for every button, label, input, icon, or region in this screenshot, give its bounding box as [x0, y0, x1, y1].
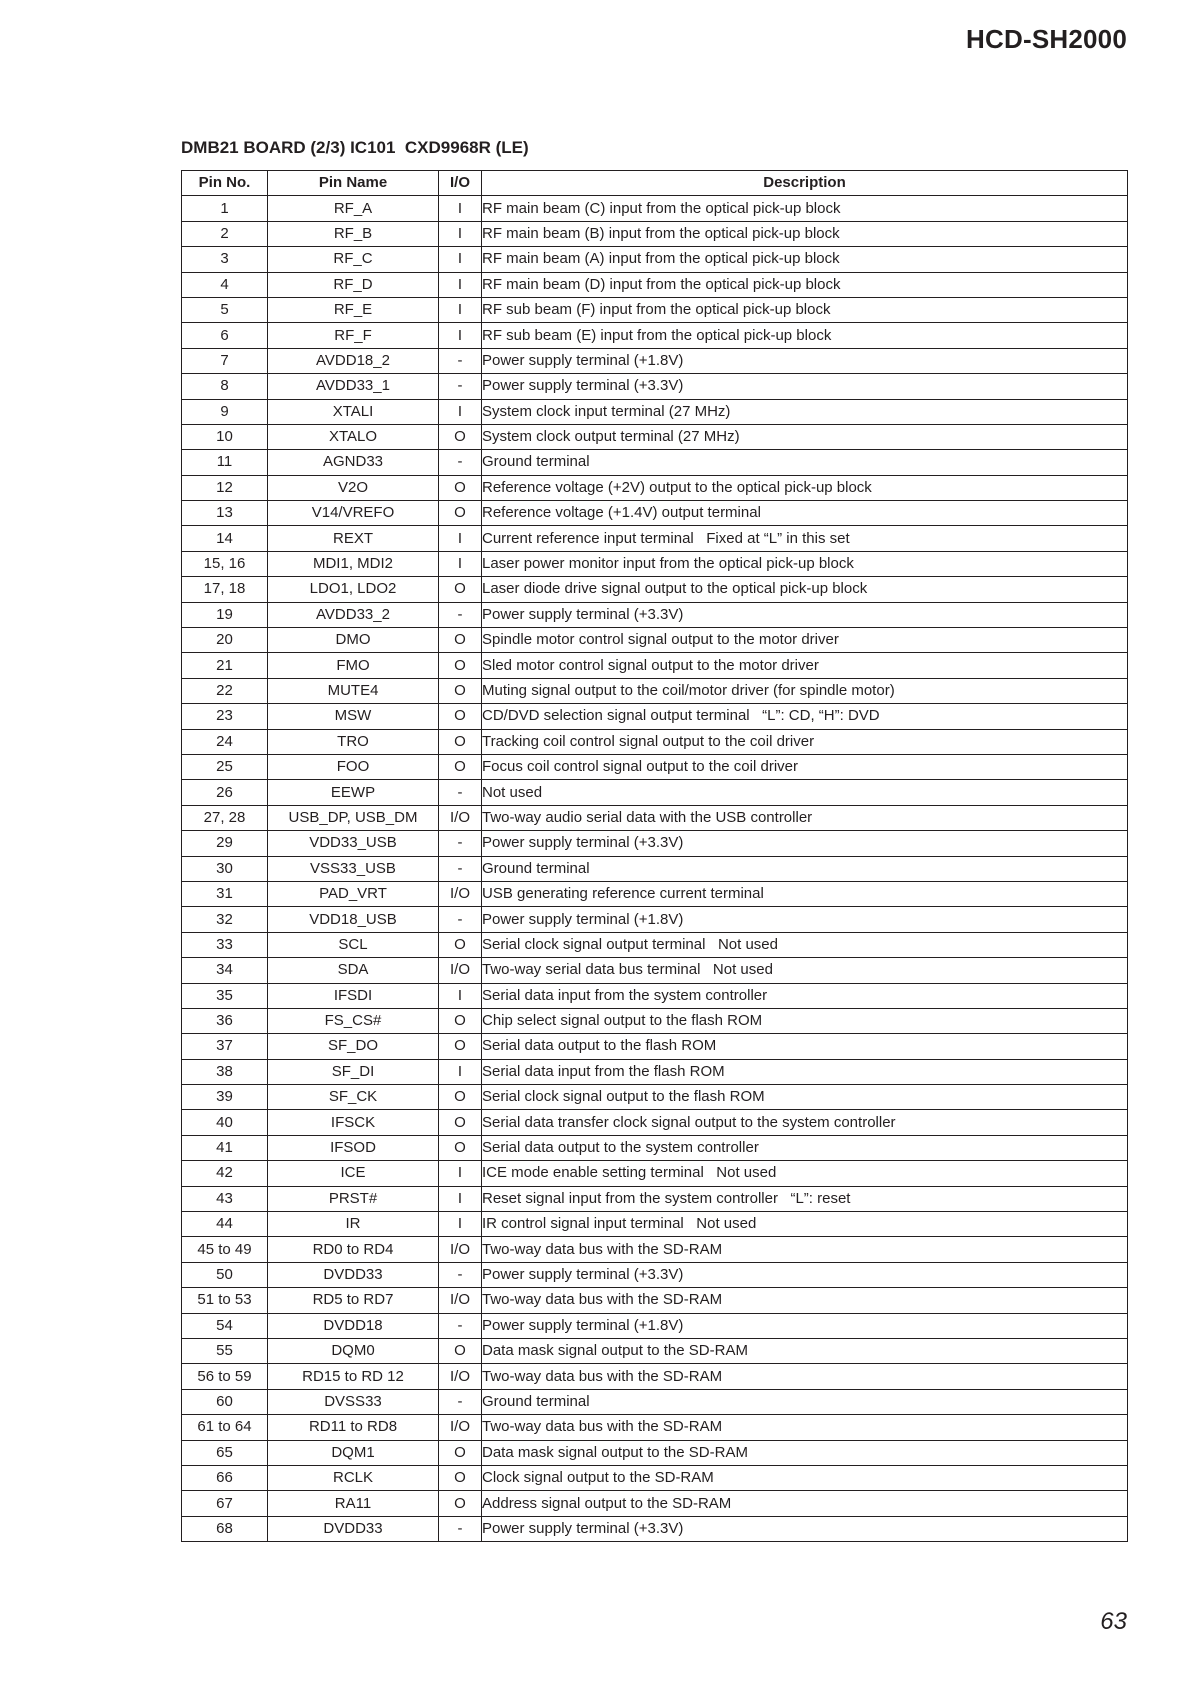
table-row	[182, 678, 1128, 703]
pin-io-cell: I	[439, 196, 482, 221]
pin-description-cell: Not used	[482, 780, 1128, 805]
pin-description-cell: ICE mode enable setting terminal Not used	[482, 1161, 1128, 1186]
pin-number-cell: 54	[182, 1313, 268, 1338]
pin-number-cell: 60	[182, 1389, 268, 1414]
pin-number-cell: 25	[182, 754, 268, 779]
column-header-pin-no: Pin No.	[182, 171, 268, 196]
pin-name-cell: RD5 to RD7	[268, 1288, 439, 1313]
pin-name-cell: RD15 to RD 12	[268, 1364, 439, 1389]
table-row	[182, 1389, 1128, 1414]
pin-name-cell: XTALI	[268, 399, 439, 424]
pin-io-cell: O	[439, 1135, 482, 1160]
pin-description-cell: Power supply terminal (+3.3V)	[482, 1516, 1128, 1541]
table-row	[182, 1161, 1128, 1186]
pin-io-cell: I	[439, 526, 482, 551]
pin-number-cell: 6	[182, 323, 268, 348]
pin-io-cell: -	[439, 780, 482, 805]
pin-description-cell: Tracking coil control signal output to the coil driver	[482, 729, 1128, 754]
pin-name-cell: IR	[268, 1212, 439, 1237]
pin-description-cell: Serial data output to the system controller	[482, 1135, 1128, 1160]
pin-name-cell: REXT	[268, 526, 439, 551]
pin-description-cell: Serial data transfer clock signal output to the system controller	[482, 1110, 1128, 1135]
pin-io-cell: I/O	[439, 1364, 482, 1389]
pin-number-cell: 4	[182, 272, 268, 297]
pin-description-cell: IR control signal input terminal Not used	[482, 1212, 1128, 1237]
table-row	[182, 297, 1128, 322]
pin-name-cell: SF_DO	[268, 1034, 439, 1059]
table-row	[182, 1237, 1128, 1262]
pin-name-cell: IFSDI	[268, 983, 439, 1008]
table-row	[182, 501, 1128, 526]
pin-io-cell: -	[439, 348, 482, 373]
pin-io-cell: O	[439, 932, 482, 957]
pin-number-cell: 13	[182, 501, 268, 526]
pin-description-cell: Reference voltage (+1.4V) output terminal	[482, 501, 1128, 526]
table-row	[182, 1034, 1128, 1059]
pin-number-cell: 34	[182, 958, 268, 983]
table-row	[182, 831, 1128, 856]
pin-name-cell: V2O	[268, 475, 439, 500]
pin-description-cell: Laser diode drive signal output to the optical pick-up block	[482, 577, 1128, 602]
pin-description-cell: RF sub beam (F) input from the optical pick-up block	[482, 297, 1128, 322]
pin-description-cell: Reset signal input from the system controller “L”: reset	[482, 1186, 1128, 1211]
pin-io-cell: I	[439, 1059, 482, 1084]
table-row	[182, 272, 1128, 297]
pin-io-cell: O	[439, 729, 482, 754]
table-row	[182, 475, 1128, 500]
pin-description-cell: Two-way audio serial data with the USB controller	[482, 805, 1128, 830]
pin-io-cell: -	[439, 1389, 482, 1414]
pin-name-cell: V14/VREFO	[268, 501, 439, 526]
pin-name-cell: FMO	[268, 653, 439, 678]
table-row	[182, 932, 1128, 957]
pin-name-cell: ICE	[268, 1161, 439, 1186]
table-row	[182, 1313, 1128, 1338]
pin-description-cell: USB generating reference current terminal	[482, 881, 1128, 906]
table-row	[182, 424, 1128, 449]
pin-name-cell: MSW	[268, 704, 439, 729]
pin-description-cell: Power supply terminal (+1.8V)	[482, 907, 1128, 932]
pin-number-cell: 66	[182, 1465, 268, 1490]
table-row	[182, 450, 1128, 475]
table-row	[182, 1085, 1128, 1110]
pin-name-cell: RD11 to RD8	[268, 1415, 439, 1440]
pin-number-cell: 9	[182, 399, 268, 424]
table-row	[182, 856, 1128, 881]
pin-name-cell: XTALO	[268, 424, 439, 449]
section-title: DMB21 BOARD (2/3) IC101 CXD9968R (LE)	[181, 138, 529, 157]
pin-number-cell: 39	[182, 1085, 268, 1110]
pin-description-cell: Power supply terminal (+3.3V)	[482, 831, 1128, 856]
pin-name-cell: VSS33_USB	[268, 856, 439, 881]
pin-name-cell: SF_CK	[268, 1085, 439, 1110]
pin-number-cell: 23	[182, 704, 268, 729]
pin-number-cell: 30	[182, 856, 268, 881]
pin-description-cell: Focus coil control signal output to the coil driver	[482, 754, 1128, 779]
pin-number-cell: 38	[182, 1059, 268, 1084]
pin-number-cell: 37	[182, 1034, 268, 1059]
pin-description-cell: Power supply terminal (+1.8V)	[482, 348, 1128, 373]
table-row	[182, 1338, 1128, 1363]
pin-number-cell: 10	[182, 424, 268, 449]
pin-io-cell: I/O	[439, 805, 482, 830]
pin-number-cell: 36	[182, 1008, 268, 1033]
pin-io-cell: O	[439, 1034, 482, 1059]
pin-io-cell: -	[439, 374, 482, 399]
pin-description-cell: Current reference input terminal Fixed at “L” in this set	[482, 526, 1128, 551]
table-row	[182, 1135, 1128, 1160]
pin-description-cell: Spindle motor control signal output to the motor driver	[482, 628, 1128, 653]
pin-number-cell: 5	[182, 297, 268, 322]
pin-name-cell: DMO	[268, 628, 439, 653]
model-number: HCD-SH2000	[966, 24, 1127, 54]
table-row	[182, 754, 1128, 779]
pin-name-cell: DQM0	[268, 1338, 439, 1363]
pin-name-cell: RF_F	[268, 323, 439, 348]
table-row	[182, 780, 1128, 805]
pin-name-cell: VDD18_USB	[268, 907, 439, 932]
pin-name-cell: DQM1	[268, 1440, 439, 1465]
pin-io-cell: -	[439, 602, 482, 627]
pin-name-cell: MUTE4	[268, 678, 439, 703]
table-row	[182, 196, 1128, 221]
pin-number-cell: 35	[182, 983, 268, 1008]
pin-name-cell: AGND33	[268, 450, 439, 475]
pin-io-cell: I/O	[439, 1237, 482, 1262]
pin-description-cell: Laser power monitor input from the optical pick-up block	[482, 551, 1128, 576]
pin-description-cell: RF sub beam (E) input from the optical pick-up block	[482, 323, 1128, 348]
pin-io-cell: I	[439, 983, 482, 1008]
pin-io-cell: -	[439, 450, 482, 475]
pin-description-table	[181, 170, 1128, 1542]
table-row	[182, 881, 1128, 906]
pin-io-cell: I	[439, 247, 482, 272]
table-row	[182, 348, 1128, 373]
pin-description-cell: Serial clock signal output terminal Not used	[482, 932, 1128, 957]
table-row	[182, 323, 1128, 348]
pin-number-cell: 42	[182, 1161, 268, 1186]
pin-io-cell: -	[439, 1262, 482, 1287]
table-row	[182, 729, 1128, 754]
pin-name-cell: IFSCK	[268, 1110, 439, 1135]
table-row	[182, 1262, 1128, 1287]
pin-number-cell: 27, 28	[182, 805, 268, 830]
pin-number-cell: 20	[182, 628, 268, 653]
pin-io-cell: -	[439, 1516, 482, 1541]
pin-number-cell: 11	[182, 450, 268, 475]
pin-number-cell: 31	[182, 881, 268, 906]
pin-io-cell: I/O	[439, 881, 482, 906]
pin-number-cell: 12	[182, 475, 268, 500]
column-header-description: Description	[482, 171, 1128, 196]
table-row	[182, 958, 1128, 983]
pin-io-cell: -	[439, 831, 482, 856]
table-row	[182, 526, 1128, 551]
pin-description-cell: Reference voltage (+2V) output to the optical pick-up block	[482, 475, 1128, 500]
pin-name-cell: RF_C	[268, 247, 439, 272]
pin-name-cell: DVDD33	[268, 1516, 439, 1541]
pin-description-cell: Chip select signal output to the flash ROM	[482, 1008, 1128, 1033]
pin-io-cell: O	[439, 653, 482, 678]
table-row	[182, 1465, 1128, 1490]
table-row	[182, 1440, 1128, 1465]
pin-io-cell: O	[439, 1338, 482, 1363]
table-row	[182, 602, 1128, 627]
table-row	[182, 907, 1128, 932]
pin-description-cell: Power supply terminal (+3.3V)	[482, 374, 1128, 399]
pin-description-cell: Two-way data bus with the SD-RAM	[482, 1415, 1128, 1440]
pin-io-cell: -	[439, 1313, 482, 1338]
pin-io-cell: -	[439, 907, 482, 932]
pin-io-cell: I	[439, 221, 482, 246]
pin-name-cell: AVDD33_1	[268, 374, 439, 399]
pin-number-cell: 51 to 53	[182, 1288, 268, 1313]
pin-number-cell: 7	[182, 348, 268, 373]
pin-io-cell: I	[439, 551, 482, 576]
table-row	[182, 399, 1128, 424]
pin-name-cell: RD0 to RD4	[268, 1237, 439, 1262]
pin-name-cell: IFSOD	[268, 1135, 439, 1160]
pin-description-cell: Ground terminal	[482, 450, 1128, 475]
pin-number-cell: 1	[182, 196, 268, 221]
pin-number-cell: 2	[182, 221, 268, 246]
pin-description-cell: Two-way serial data bus terminal Not used	[482, 958, 1128, 983]
table-row	[182, 1008, 1128, 1033]
pin-description-cell: Power supply terminal (+1.8V)	[482, 1313, 1128, 1338]
pin-number-cell: 3	[182, 247, 268, 272]
pin-description-cell: System clock output terminal (27 MHz)	[482, 424, 1128, 449]
table-row	[182, 1212, 1128, 1237]
pin-number-cell: 24	[182, 729, 268, 754]
pin-io-cell: I	[439, 1161, 482, 1186]
table-row	[182, 551, 1128, 576]
pin-name-cell: RF_B	[268, 221, 439, 246]
pin-io-cell: I	[439, 323, 482, 348]
pin-number-cell: 56 to 59	[182, 1364, 268, 1389]
pin-io-cell: I/O	[439, 958, 482, 983]
pin-io-cell: I/O	[439, 1288, 482, 1313]
pin-description-cell: Serial data output to the flash ROM	[482, 1034, 1128, 1059]
pin-name-cell: DVSS33	[268, 1389, 439, 1414]
table-row	[182, 1516, 1128, 1541]
pin-name-cell: DVDD33	[268, 1262, 439, 1287]
table-row	[182, 1059, 1128, 1084]
pin-name-cell: RCLK	[268, 1465, 439, 1490]
column-header-pin-name: Pin Name	[268, 171, 439, 196]
table-row	[182, 1110, 1128, 1135]
pin-io-cell: O	[439, 678, 482, 703]
pin-io-cell: O	[439, 424, 482, 449]
pin-name-cell: TRO	[268, 729, 439, 754]
table-row	[182, 1288, 1128, 1313]
pin-name-cell: FOO	[268, 754, 439, 779]
pin-io-cell: I	[439, 1212, 482, 1237]
pin-number-cell: 17, 18	[182, 577, 268, 602]
pin-number-cell: 29	[182, 831, 268, 856]
pin-io-cell: O	[439, 475, 482, 500]
pin-description-cell: Ground terminal	[482, 856, 1128, 881]
pin-number-cell: 50	[182, 1262, 268, 1287]
pin-io-cell: I	[439, 297, 482, 322]
pin-description-cell: Data mask signal output to the SD-RAM	[482, 1440, 1128, 1465]
pin-number-cell: 32	[182, 907, 268, 932]
pin-name-cell: DVDD18	[268, 1313, 439, 1338]
pin-io-cell: O	[439, 754, 482, 779]
pin-io-cell: -	[439, 856, 482, 881]
pin-name-cell: MDI1, MDI2	[268, 551, 439, 576]
pin-io-cell: O	[439, 501, 482, 526]
pin-number-cell: 43	[182, 1186, 268, 1211]
pin-number-cell: 21	[182, 653, 268, 678]
pin-io-cell: O	[439, 1110, 482, 1135]
pin-description-cell: Serial clock signal output to the flash ROM	[482, 1085, 1128, 1110]
table-row	[182, 1186, 1128, 1211]
table-row	[182, 1364, 1128, 1389]
pin-number-cell: 14	[182, 526, 268, 551]
pin-name-cell: AVDD33_2	[268, 602, 439, 627]
pin-number-cell: 68	[182, 1516, 268, 1541]
pin-io-cell: O	[439, 1085, 482, 1110]
pin-description-cell: Serial data input from the system controller	[482, 983, 1128, 1008]
table-row	[182, 1491, 1128, 1516]
pin-name-cell: SDA	[268, 958, 439, 983]
pin-description-cell: Two-way data bus with the SD-RAM	[482, 1237, 1128, 1262]
pin-description-cell: RF main beam (D) input from the optical pick-up block	[482, 272, 1128, 297]
pin-name-cell: RF_A	[268, 196, 439, 221]
pin-io-cell: O	[439, 1008, 482, 1033]
pin-name-cell: EEWP	[268, 780, 439, 805]
pin-number-cell: 45 to 49	[182, 1237, 268, 1262]
pin-description-cell: Two-way data bus with the SD-RAM	[482, 1364, 1128, 1389]
pin-number-cell: 33	[182, 932, 268, 957]
pin-description-cell: Muting signal output to the coil/motor driver (for spindle motor)	[482, 678, 1128, 703]
table-row	[182, 805, 1128, 830]
pin-description-cell: CD/DVD selection signal output terminal “L”: CD, “H”: DVD	[482, 704, 1128, 729]
table-header-row	[182, 171, 1128, 196]
table-row	[182, 577, 1128, 602]
pin-io-cell: O	[439, 1440, 482, 1465]
pin-number-cell: 61 to 64	[182, 1415, 268, 1440]
pin-number-cell: 41	[182, 1135, 268, 1160]
column-header-io: I/O	[439, 171, 482, 196]
pin-io-cell: I	[439, 399, 482, 424]
pin-name-cell: SCL	[268, 932, 439, 957]
table-row	[182, 374, 1128, 399]
table-row	[182, 983, 1128, 1008]
pin-name-cell: USB_DP, USB_DM	[268, 805, 439, 830]
pin-description-cell: Data mask signal output to the SD-RAM	[482, 1338, 1128, 1363]
pin-description-cell: Clock signal output to the SD-RAM	[482, 1465, 1128, 1490]
pin-name-cell: RF_E	[268, 297, 439, 322]
pin-number-cell: 8	[182, 374, 268, 399]
pin-name-cell: SF_DI	[268, 1059, 439, 1084]
pin-number-cell: 44	[182, 1212, 268, 1237]
pin-description-cell: RF main beam (B) input from the optical pick-up block	[482, 221, 1128, 246]
pin-io-cell: O	[439, 1465, 482, 1490]
pin-description-cell: Power supply terminal (+3.3V)	[482, 1262, 1128, 1287]
pin-name-cell: PRST#	[268, 1186, 439, 1211]
pin-name-cell: AVDD18_2	[268, 348, 439, 373]
table-row	[182, 221, 1128, 246]
table-row	[182, 704, 1128, 729]
pin-name-cell: PAD_VRT	[268, 881, 439, 906]
pin-io-cell: O	[439, 577, 482, 602]
pin-name-cell: VDD33_USB	[268, 831, 439, 856]
pin-number-cell: 19	[182, 602, 268, 627]
pin-description-cell: Sled motor control signal output to the motor driver	[482, 653, 1128, 678]
table-row	[182, 1415, 1128, 1440]
pin-description-cell: System clock input terminal (27 MHz)	[482, 399, 1128, 424]
pin-io-cell: I/O	[439, 1415, 482, 1440]
pin-number-cell: 40	[182, 1110, 268, 1135]
pin-io-cell: O	[439, 628, 482, 653]
pin-description-cell: Address signal output to the SD-RAM	[482, 1491, 1128, 1516]
pin-number-cell: 15, 16	[182, 551, 268, 576]
pin-io-cell: O	[439, 1491, 482, 1516]
pin-number-cell: 65	[182, 1440, 268, 1465]
pin-io-cell: I	[439, 1186, 482, 1211]
table-body	[182, 196, 1128, 1542]
pin-name-cell: RA11	[268, 1491, 439, 1516]
table-row	[182, 653, 1128, 678]
pin-number-cell: 55	[182, 1338, 268, 1363]
pin-number-cell: 22	[182, 678, 268, 703]
pin-description-cell: Serial data input from the flash ROM	[482, 1059, 1128, 1084]
pin-io-cell: I	[439, 272, 482, 297]
pin-description-cell: Power supply terminal (+3.3V)	[482, 602, 1128, 627]
pin-description-cell: Two-way data bus with the SD-RAM	[482, 1288, 1128, 1313]
pin-number-cell: 67	[182, 1491, 268, 1516]
table-row	[182, 628, 1128, 653]
pin-description-cell: RF main beam (A) input from the optical pick-up block	[482, 247, 1128, 272]
pin-name-cell: LDO1, LDO2	[268, 577, 439, 602]
pin-name-cell: FS_CS#	[268, 1008, 439, 1033]
pin-io-cell: O	[439, 704, 482, 729]
table-row	[182, 247, 1128, 272]
pin-name-cell: RF_D	[268, 272, 439, 297]
pin-number-cell: 26	[182, 780, 268, 805]
pin-description-cell: Ground terminal	[482, 1389, 1128, 1414]
pin-description-cell: RF main beam (C) input from the optical pick-up block	[482, 196, 1128, 221]
page-number: 63	[1100, 1608, 1127, 1635]
